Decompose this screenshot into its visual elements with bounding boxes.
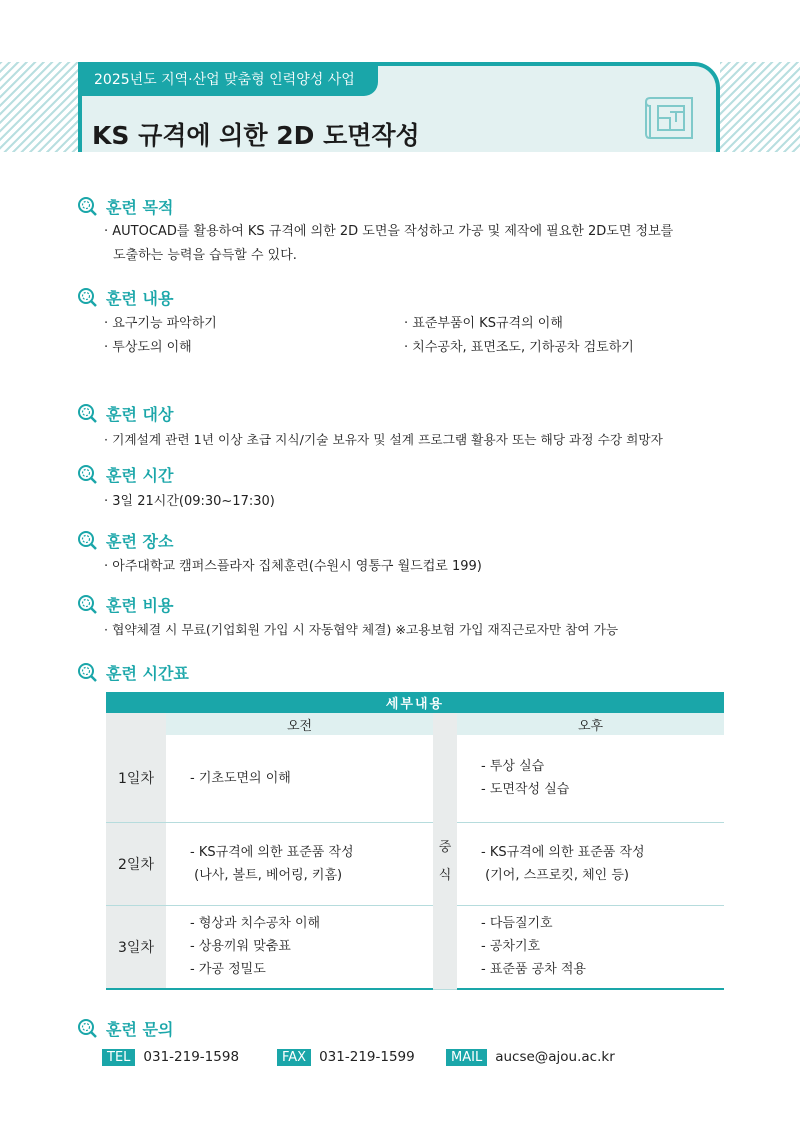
hatch-decoration-left	[0, 62, 80, 152]
cell-line: - 다듬질기호	[481, 916, 553, 932]
magnifier-icon	[76, 1017, 98, 1039]
lunch-break-cell	[433, 735, 457, 989]
cell-line: (나사, 볼트, 베어링, 키홈)	[190, 867, 343, 883]
day-label: 2일차	[106, 822, 166, 905]
magnifier-icon	[76, 195, 98, 217]
hatch-decoration-right	[720, 62, 800, 152]
timetable	[106, 692, 724, 990]
contact-fax	[277, 1047, 415, 1067]
target-line: · 기계설계 관련 1년 이상 초급 지식/기술 보유자 및 설계 프로그램 활용자 또는 해당 과정 수강 희망자	[104, 432, 663, 447]
cost-line: · 협약체결 시 무료(기업회원 가입 시 자동협약 체결) ※고용보험 가입 재직근로자만 참여 가능	[104, 622, 619, 637]
table-row	[106, 735, 724, 822]
cell-line: - KS규격에 의한 표준품 작성	[190, 844, 354, 860]
cell-line: - 가공 정밀도	[190, 962, 266, 978]
cell-line: - 투상 실습	[481, 759, 545, 775]
cell-line: (기어, 스프로킷, 체인 등)	[481, 867, 629, 883]
mail-address[interactable]: aucse@ajou.ac.kr	[495, 1049, 615, 1065]
section-title: 훈련 목적	[106, 197, 174, 217]
fax-label: FAX	[277, 1049, 311, 1066]
section-purpose	[76, 194, 173, 218]
section-title: 훈련 장소	[106, 531, 174, 551]
place-line: · 아주대학교 캠퍼스플라자 집체훈련(수원시 영통구 월드컵로 199)	[104, 559, 482, 574]
magnifier-icon	[76, 286, 98, 308]
afternoon-cell	[457, 735, 724, 822]
break-header	[433, 713, 457, 735]
magnifier-icon	[76, 402, 98, 424]
purpose-line-2: 도출하는 능력을 습득할 수 있다.	[113, 248, 297, 263]
purpose-line-1: · AUTOCAD를 활용하여 KS 규격에 의한 2D 도면을 작성하고 가공 및 제작에 필요한 2D도면 정보를	[104, 224, 674, 239]
magnifier-icon	[76, 529, 98, 551]
cell-line: - 형상과 치수공차 이해	[190, 916, 321, 932]
timetable-header: 세부내용	[106, 692, 724, 713]
magnifier-icon	[76, 593, 98, 615]
timetable-corner	[106, 713, 166, 735]
break-char: 중	[438, 839, 452, 855]
section-place	[76, 528, 173, 552]
section-title: 훈련 시간표	[106, 663, 189, 683]
afternoon-cell	[457, 905, 724, 989]
magnifier-icon	[76, 661, 98, 683]
day-label: 3일차	[106, 905, 166, 989]
section-inquiry	[76, 1016, 173, 1040]
table-row	[106, 822, 724, 905]
mail-label: MAIL	[446, 1049, 487, 1066]
section-schedule	[76, 660, 189, 684]
cell-line: - KS규격에 의한 표준품 작성	[481, 844, 645, 860]
morning-header: 오전	[166, 713, 433, 735]
day-label: 1일차	[106, 735, 166, 822]
tel-label: TEL	[102, 1049, 135, 1066]
morning-cell	[166, 905, 433, 989]
cell-line: - 상용끼워 맞춤표	[190, 939, 291, 955]
section-title: 훈련 대상	[106, 404, 174, 424]
section-cost	[76, 592, 173, 616]
cell-line: - 기초도면의 이해	[190, 770, 291, 786]
tel-number[interactable]: 031-219-1598	[143, 1049, 240, 1065]
time-line: · 3일 21시간(09:30~17:30)	[104, 494, 275, 509]
content-item: · 치수공차, 표면조도, 기하공차 검토하기	[404, 340, 634, 355]
break-char: 식	[438, 867, 452, 883]
afternoon-cell	[457, 822, 724, 905]
cell-line: - 표준품 공차 적용	[481, 962, 586, 978]
magnifier-icon	[76, 463, 98, 485]
content-item: · 표준부품이 KS규격의 이해	[404, 316, 563, 331]
program-tag: 2025년도 지역·산업 맞춤형 인력양성 사업	[78, 62, 378, 96]
table-row	[106, 905, 724, 989]
section-time	[76, 462, 173, 486]
contact-tel	[102, 1047, 239, 1067]
cell-line: - 도면작성 실습	[481, 782, 570, 798]
fax-number: 031-219-1599	[319, 1049, 415, 1065]
section-title: 훈련 비용	[106, 595, 174, 615]
section-title: 훈련 내용	[106, 288, 174, 308]
morning-cell	[166, 735, 433, 822]
blueprint-icon	[640, 96, 700, 144]
afternoon-header: 오후	[457, 713, 724, 735]
section-title: 훈련 문의	[106, 1019, 174, 1039]
cell-line: - 공차기호	[481, 939, 541, 955]
page-title: KS 규격에 의한 2D 도면작성	[92, 121, 420, 150]
section-content	[76, 285, 173, 309]
content-item: · 투상도의 이해	[104, 340, 192, 355]
contact-mail	[446, 1047, 615, 1067]
section-title: 훈련 시간	[106, 465, 174, 485]
content-item: · 요구기능 파악하기	[104, 316, 217, 331]
morning-cell	[166, 822, 433, 905]
section-target	[76, 401, 173, 425]
